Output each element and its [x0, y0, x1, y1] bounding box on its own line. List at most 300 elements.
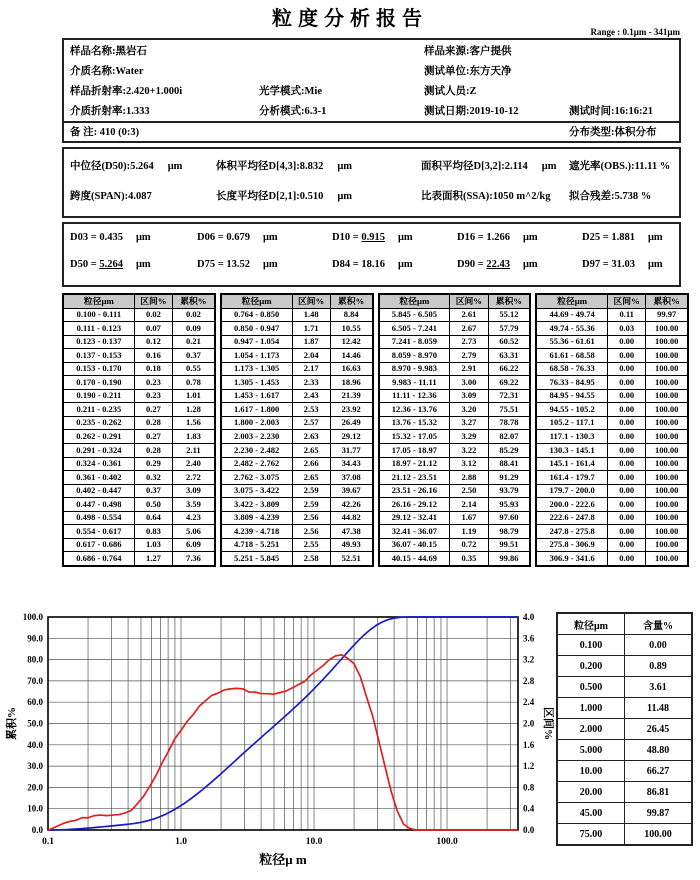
size-range: 32.41 - 36.07: [379, 525, 450, 539]
table-row: [63, 389, 215, 403]
test-date: 测试日期:2019-10-12: [424, 106, 519, 117]
table-row: [536, 349, 688, 363]
percentile-d03: D03 = 0.435 μm: [70, 232, 151, 243]
cumulative-percent: 0.78: [173, 376, 215, 390]
size-range: 275.8 - 306.9: [536, 538, 607, 552]
table-row: [536, 335, 688, 349]
cumulative-percent: 1.01: [173, 389, 215, 403]
table-row: [536, 403, 688, 417]
cumulative-percent: 0.37: [173, 349, 215, 363]
percentile-d50: D50 = 5.264 μm: [70, 259, 151, 270]
content-percent: 66.27: [625, 761, 693, 782]
obscuration: 遮光率(OBS.):11.11 %: [569, 161, 671, 172]
x-axis-title: 粒径μ m: [259, 852, 307, 867]
size-range: 15.32 - 17.05: [379, 430, 450, 444]
interval-percent: 1.03: [134, 538, 172, 552]
table-row: [221, 471, 373, 485]
percentile-d84: D84 = 18.16 μm: [332, 259, 413, 270]
cumulative-percent: 4.23: [173, 511, 215, 525]
cumulative-percent: 63.31: [488, 349, 530, 363]
cumulative-percent: 88.41: [488, 457, 530, 471]
cumulative-percent: 66.22: [488, 362, 530, 376]
size-range: 76.33 - 84.95: [536, 376, 607, 390]
left-axis-tick-label: 80.0: [27, 654, 43, 665]
table-row: [536, 362, 688, 376]
size-range: 7.241 - 8.059: [379, 335, 450, 349]
size-range: 0.235 - 0.262: [63, 416, 134, 430]
size-range: 0.402 - 0.447: [63, 484, 134, 498]
cumulative-percent: 78.78: [488, 416, 530, 430]
size-range: 0.850 - 0.947: [221, 322, 292, 336]
cumulative-percent: 100.00: [646, 552, 688, 566]
interval-percent: 0.00: [608, 444, 646, 458]
interval-percent: 0.07: [134, 322, 172, 336]
size-range: 200.0 - 222.6: [536, 498, 607, 512]
table-row: [536, 376, 688, 390]
medium-name: 介质名称:Water: [70, 66, 144, 77]
sample-source: 样品来源:客户提供: [424, 46, 512, 57]
content-percent: 86.81: [625, 782, 693, 803]
table-row: [221, 322, 373, 336]
cumulative-percent: 52.51: [330, 552, 372, 566]
percentile-d10: D10 = 0.915 μm: [332, 232, 413, 243]
interval-percent: 0.03: [608, 322, 646, 336]
optical-mode: 光学模式:Mie: [259, 86, 322, 97]
size-range: 0.324 - 0.361: [63, 457, 134, 471]
percentiles-row-2: [70, 259, 677, 270]
cumulative-percent: 100.00: [646, 389, 688, 403]
interval-percent: 1.27: [134, 552, 172, 566]
size-range: 5.845 - 6.505: [379, 308, 450, 322]
table-row: [221, 538, 373, 552]
cumulative-percent: 2.40: [173, 457, 215, 471]
interval-percent: 0.27: [134, 430, 172, 444]
column-header: 粒径μm: [221, 294, 292, 308]
cumulative-percent: 29.12: [330, 430, 372, 444]
right-axis-tick-label: 2.8: [523, 675, 535, 686]
table-row: [221, 511, 373, 525]
column-header: 粒径μm: [557, 613, 625, 635]
cumulative-percent: 100.00: [646, 538, 688, 552]
interval-percent: 0.83: [134, 525, 172, 539]
table-row: [221, 308, 373, 322]
table-row: [221, 403, 373, 417]
left-axis-tick-label: 40.0: [27, 739, 43, 750]
percentiles-box: [62, 222, 681, 287]
cumulative-percent: 44.82: [330, 511, 372, 525]
content-percent: 0.89: [625, 656, 693, 677]
size-range: 1.800 - 2.003: [221, 416, 292, 430]
x-axis-tick-label: 10.0: [305, 837, 323, 847]
interval-percent: 1.87: [292, 335, 330, 349]
content-percent: 99.87: [625, 803, 693, 824]
size-range: 94.55 - 105.2: [536, 403, 607, 417]
cumulative-percent: 100.00: [646, 471, 688, 485]
interval-percent: 0.64: [134, 511, 172, 525]
size-range: 4.239 - 4.718: [221, 525, 292, 539]
cumulative-percent: 91.29: [488, 471, 530, 485]
size-range: 0.153 - 0.170: [63, 362, 134, 376]
cumulative-percent: 100.00: [646, 484, 688, 498]
table-row: [379, 538, 531, 552]
interval-percent: 2.14: [450, 498, 488, 512]
size-range: 0.617 - 0.686: [63, 538, 134, 552]
cumulative-percent: 2.11: [173, 444, 215, 458]
interval-percent: 1.67: [450, 511, 488, 525]
medium-refractive-index: 介质折射率:1.333: [70, 106, 150, 117]
size-range: 8.970 - 9.983: [379, 362, 450, 376]
table-row: [379, 335, 531, 349]
x-axis-tick-label: 1.0: [175, 837, 187, 847]
cumulative-percent: 10.55: [330, 322, 372, 336]
size-range: 23.51 - 26.16: [379, 484, 450, 498]
interval-percent: 0.12: [134, 335, 172, 349]
cumulative-percent: 60.52: [488, 335, 530, 349]
size-range: 0.947 - 1.054: [221, 335, 292, 349]
size-range: 17.05 - 18.97: [379, 444, 450, 458]
cumulative-percent: 8.84: [330, 308, 372, 322]
interval-percent: 0.00: [608, 349, 646, 363]
right-axis-tick-label: 3.2: [523, 654, 535, 665]
cumulative-percent: 95.93: [488, 498, 530, 512]
size-range: 306.9 - 341.6: [536, 552, 607, 566]
interval-percent: 2.04: [292, 349, 330, 363]
size-range: 2.762 - 3.075: [221, 471, 292, 485]
size-range: 3.075 - 3.422: [221, 484, 292, 498]
table-row: [557, 803, 692, 824]
table-row: [557, 719, 692, 740]
cumulative-percent: 23.92: [330, 403, 372, 417]
column-header: 区间%: [292, 294, 330, 308]
size-range: 179.7 - 200.0: [536, 484, 607, 498]
table-row: [379, 362, 531, 376]
interval-percent: 0.27: [134, 403, 172, 417]
table-row: [63, 403, 215, 417]
table-row: [221, 349, 373, 363]
interval-percent: 0.72: [450, 538, 488, 552]
interval-percent: 2.65: [292, 444, 330, 458]
size-value: 10.00: [557, 761, 625, 782]
right-axis-tick-label: 1.6: [523, 739, 535, 750]
interval-percent: 0.00: [608, 484, 646, 498]
interval-percent: 3.20: [450, 403, 488, 417]
column-header: 累积%: [646, 294, 688, 308]
median-d50: 中位径(D50):5.264 μm: [70, 161, 183, 172]
cumulative-percent: 85.29: [488, 444, 530, 458]
size-range: 222.6 - 247.8: [536, 511, 607, 525]
size-range: 0.262 - 0.291: [63, 430, 134, 444]
size-range: 0.498 - 0.554: [63, 511, 134, 525]
sample-info-box: [62, 38, 681, 143]
table-row: [63, 552, 215, 566]
x-axis-tick-label: 0.1: [42, 837, 54, 847]
percentile-d90: D90 = 22.43 μm: [457, 259, 538, 270]
cumulative-percent: 72.31: [488, 389, 530, 403]
interval-percent: 2.56: [292, 511, 330, 525]
interval-percent: 3.22: [450, 444, 488, 458]
right-axis-tick-label: 1.2: [523, 761, 535, 772]
cumulative-percent: 93.79: [488, 484, 530, 498]
cumulative-percent: 99.86: [488, 552, 530, 566]
cumulative-percent: 100.00: [646, 511, 688, 525]
size-range: 6.505 - 7.241: [379, 322, 450, 336]
size-range: 117.1 - 130.3: [536, 430, 607, 444]
table-row: [221, 498, 373, 512]
interval-percent: 2.63: [292, 430, 330, 444]
cumulative-percent: 69.22: [488, 376, 530, 390]
size-range: 84.95 - 94.55: [536, 389, 607, 403]
interval-percent: 3.12: [450, 457, 488, 471]
table-row: [536, 498, 688, 512]
interval-percent: 0.00: [608, 362, 646, 376]
cumulative-percent: 0.02: [173, 308, 215, 322]
cumulative-percent: 39.67: [330, 484, 372, 498]
remark: 备 注: 410 (0:3): [70, 127, 140, 138]
cumulative-percent: 26.49: [330, 416, 372, 430]
size-range: 1.054 - 1.173: [221, 349, 292, 363]
table-row: [536, 538, 688, 552]
table-row: [536, 525, 688, 539]
column-header: 累积%: [488, 294, 530, 308]
percentile-d16: D16 = 1.266 μm: [457, 232, 538, 243]
interval-percent: 1.71: [292, 322, 330, 336]
table-row: [536, 430, 688, 444]
table-row: [221, 525, 373, 539]
left-axis-tick-label: 0.0: [31, 825, 43, 835]
cumulative-percent: 55.12: [488, 308, 530, 322]
table-row: [536, 552, 688, 566]
size-range: 1.617 - 1.800: [221, 403, 292, 417]
table-row: [536, 416, 688, 430]
size-value: 45.00: [557, 803, 625, 824]
test-unit: 测试单位:东方天净: [424, 66, 512, 77]
cumulative-percent: 100.00: [646, 362, 688, 376]
cumulative-percent: 100.00: [646, 444, 688, 458]
table-row: [379, 444, 531, 458]
interval-percent: 0.00: [608, 376, 646, 390]
table-row: [63, 457, 215, 471]
distribution-table-group-2: [220, 293, 374, 567]
table-row: [63, 498, 215, 512]
interval-percent: 3.27: [450, 416, 488, 430]
right-axis-tick-label: 0.8: [523, 782, 535, 793]
specific-surface-area: 比表面积(SSA):1050 m^2/kg: [421, 191, 551, 202]
table-row: [536, 322, 688, 336]
right-axis-tick-label: 2.4: [523, 697, 535, 708]
size-range: 68.58 - 76.33: [536, 362, 607, 376]
table-row: [379, 376, 531, 390]
size-value: 0.100: [557, 635, 625, 656]
column-header: 含量%: [625, 613, 693, 635]
size-range: 0.123 - 0.137: [63, 335, 134, 349]
percentile-d25: D25 = 1.881 μm: [582, 232, 663, 243]
table-row: [63, 349, 215, 363]
size-range: 161.4 - 179.7: [536, 471, 607, 485]
divider: [64, 121, 679, 123]
interval-percent: 0.00: [608, 335, 646, 349]
table-row: [536, 444, 688, 458]
size-range: 4.718 - 5.251: [221, 538, 292, 552]
table-row: [379, 308, 531, 322]
cumulative-percent: 31.77: [330, 444, 372, 458]
right-axis-tick-label: 4.0: [523, 612, 535, 622]
interval-percent: 0.28: [134, 444, 172, 458]
size-range: 13.76 - 15.32: [379, 416, 450, 430]
report-title: 粒度分析报告: [272, 8, 428, 30]
table-row: [63, 308, 215, 322]
distribution-chart-svg: [2, 598, 554, 875]
table-row: [63, 471, 215, 485]
column-header: 区间%: [450, 294, 488, 308]
table-row: [379, 457, 531, 471]
cumulative-percent: 16.63: [330, 362, 372, 376]
left-axis-tick-label: 60.0: [27, 697, 43, 708]
length-mean-d21: 长度平均径D[2,1]:0.510 μm: [216, 191, 353, 202]
interval-percent: 0.32: [134, 471, 172, 485]
left-axis-tick-label: 90.0: [27, 633, 43, 644]
interval-percent: 2.73: [450, 335, 488, 349]
column-header: 区间%: [134, 294, 172, 308]
interval-percent: 2.58: [292, 552, 330, 566]
cumulative-percent: 3.09: [173, 484, 215, 498]
interval-percent: 2.79: [450, 349, 488, 363]
size-range: 21.12 - 23.51: [379, 471, 450, 485]
distribution-type: 分布类型:体积分布: [569, 127, 657, 138]
interval-percent: 0.29: [134, 457, 172, 471]
column-header: 粒径μm: [536, 294, 607, 308]
cumulative-percent: 0.21: [173, 335, 215, 349]
interval-percent: 0.00: [608, 511, 646, 525]
interval-percent: 0.00: [608, 457, 646, 471]
size-range: 0.686 - 0.764: [63, 552, 134, 566]
column-header: 粒径μm: [63, 294, 134, 308]
cumulative-percent: 100.00: [646, 349, 688, 363]
left-axis-title: 累积%: [6, 707, 18, 740]
cumulative-percent: 100.00: [646, 416, 688, 430]
interval-percent: 2.56: [292, 525, 330, 539]
interval-percent: 0.00: [608, 538, 646, 552]
column-header: 粒径μm: [379, 294, 450, 308]
cumulative-percent: 99.97: [646, 308, 688, 322]
table-row: [63, 525, 215, 539]
distribution-table-group-3: [378, 293, 532, 567]
cumulative-percent: 37.08: [330, 471, 372, 485]
right-axis-title: 区间%: [542, 707, 554, 740]
cumulative-percent: 47.38: [330, 525, 372, 539]
interval-percent: 2.50: [450, 484, 488, 498]
content-percent: 0.00: [625, 635, 693, 656]
size-value: 1.000: [557, 698, 625, 719]
size-range: 40.15 - 44.69: [379, 552, 450, 566]
interval-percent: 0.23: [134, 389, 172, 403]
column-header: 累积%: [330, 294, 372, 308]
table-row: [557, 761, 692, 782]
size-range: 49.74 - 55.36: [536, 322, 607, 336]
size-range: 5.251 - 5.845: [221, 552, 292, 566]
content-percent: 3.61: [625, 677, 693, 698]
interval-percent: 1.19: [450, 525, 488, 539]
cumulative-percent: 34.43: [330, 457, 372, 471]
cumulative-percent: 14.46: [330, 349, 372, 363]
table-row: [557, 677, 692, 698]
table-row: [63, 322, 215, 336]
cumulative-percent: 100.00: [646, 376, 688, 390]
table-row: [379, 349, 531, 363]
content-percent: 48.80: [625, 740, 693, 761]
cumulative-percent: 5.06: [173, 525, 215, 539]
cumulative-percent: 1.28: [173, 403, 215, 417]
size-range: 3.422 - 3.809: [221, 498, 292, 512]
cumulative-percent: 99.51: [488, 538, 530, 552]
size-range: 0.554 - 0.617: [63, 525, 134, 539]
table-row: [221, 389, 373, 403]
table-row: [63, 335, 215, 349]
size-range: 36.07 - 40.15: [379, 538, 450, 552]
percentiles-row-1: [70, 232, 677, 243]
left-axis-tick-label: 20.0: [27, 782, 43, 793]
right-axis-tick-label: 3.6: [523, 633, 535, 644]
interval-percent: 0.00: [608, 430, 646, 444]
size-range: 1.305 - 1.453: [221, 376, 292, 390]
interval-percent: 0.37: [134, 484, 172, 498]
table-row: [379, 471, 531, 485]
size-range: 2.003 - 2.230: [221, 430, 292, 444]
cumulative-percent: 98.79: [488, 525, 530, 539]
table-row: [379, 498, 531, 512]
right-axis-tick-label: 0.4: [523, 803, 535, 814]
cumulative-percent: 100.00: [646, 322, 688, 336]
table-row: [379, 322, 531, 336]
interval-percent: 2.61: [450, 308, 488, 322]
table-row: [379, 484, 531, 498]
interval-percent: 2.33: [292, 376, 330, 390]
size-range: 145.1 - 161.4: [536, 457, 607, 471]
interval-percent: 2.66: [292, 457, 330, 471]
interval-percent: 2.59: [292, 484, 330, 498]
size-range: 29.12 - 32.41: [379, 511, 450, 525]
table-row: [221, 484, 373, 498]
cumulative-percent: 100.00: [646, 498, 688, 512]
size-range: 0.361 - 0.402: [63, 471, 134, 485]
interval-percent: 2.57: [292, 416, 330, 430]
table-row: [557, 782, 692, 803]
cumulative-percent: 97.60: [488, 511, 530, 525]
cumulative-percent: 0.09: [173, 322, 215, 336]
cumulative-percent: 49.93: [330, 538, 372, 552]
table-row: [63, 444, 215, 458]
cumulative-percent: 21.39: [330, 389, 372, 403]
table-row: [379, 552, 531, 566]
interval-percent: 0.00: [608, 552, 646, 566]
size-range: 0.111 - 0.123: [63, 322, 134, 336]
interval-percent: 0.00: [608, 471, 646, 485]
interval-percent: 2.91: [450, 362, 488, 376]
size-value: 0.500: [557, 677, 625, 698]
span-value: 跨度(SPAN):4.087: [70, 191, 152, 202]
size-range: 0.447 - 0.498: [63, 498, 134, 512]
interval-percent: 0.18: [134, 362, 172, 376]
size-range: 1.453 - 1.617: [221, 389, 292, 403]
left-axis-tick-label: 100.0: [22, 612, 43, 622]
interval-percent: 0.23: [134, 376, 172, 390]
distribution-table-group-1: [62, 293, 216, 567]
size-range: 12.36 - 13.76: [379, 403, 450, 417]
left-axis-tick-label: 70.0: [27, 675, 43, 686]
cumulative-percent: 100.00: [646, 525, 688, 539]
table-row: [379, 511, 531, 525]
interval-percent: 0.02: [134, 308, 172, 322]
table-row: [557, 698, 692, 719]
